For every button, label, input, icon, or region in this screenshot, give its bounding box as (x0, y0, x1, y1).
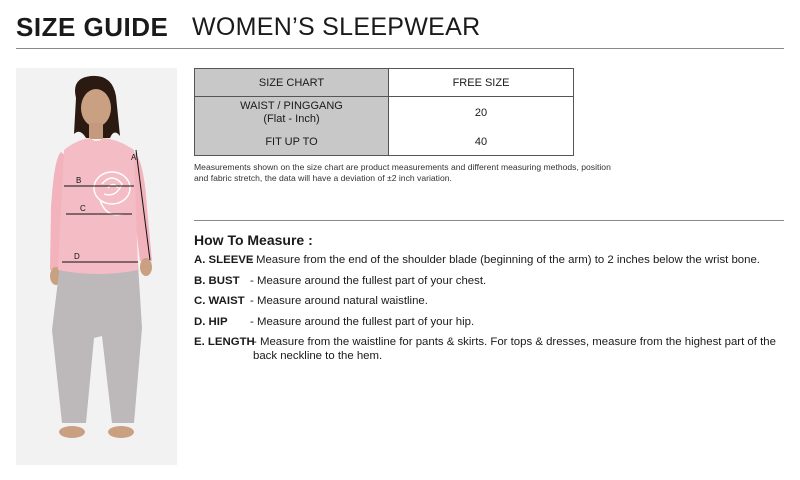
size-chart-table (194, 68, 574, 156)
waist-unit-label: (Flat - Inch) (263, 113, 320, 125)
table-row (195, 97, 574, 130)
list-item (194, 336, 790, 363)
waist-measure-desc: - Measure around natural waistline. (250, 295, 428, 307)
waist-value: 20 (389, 97, 574, 130)
hip-label: D. HIP (194, 315, 228, 328)
top-shape (58, 138, 138, 274)
free-size-header: FREE SIZE (389, 69, 574, 97)
list-item (194, 295, 790, 309)
fit-label: FIT UP TO (195, 129, 389, 156)
table-header-row (195, 69, 574, 97)
face-shape (81, 89, 111, 127)
bust-label: B. BUST (194, 274, 240, 287)
pants-shape (52, 264, 142, 423)
section-divider (194, 220, 784, 221)
marker-c: C (80, 204, 86, 213)
list-item (194, 275, 790, 289)
neck-shape (89, 123, 103, 139)
measurement-disclaimer: Measurements shown on the size chart are product measurements and different measuring methods, position and fabric stretch, the data will have a deviation of ±2 inch variation. (194, 162, 611, 183)
hip-desc: - Measure around the fullest part of your hip. (250, 315, 475, 328)
size-chart-header: SIZE CHART (195, 69, 389, 97)
sleeve-desc: - Measure from the end of the shoulder blade (beginning of the arm) to 2 inches below the wrist bone. (249, 254, 760, 266)
list-item (194, 254, 790, 268)
length-desc: - Measure from the waistline for pants & skirts. For tops & dresses, measure from the highest part of the back neckline to the hem. (253, 336, 776, 362)
page-title: SIZE GUIDE (16, 12, 169, 42)
length-label: E. LENGTH (194, 336, 255, 348)
how-to-measure-title: How To Measure : (194, 232, 313, 248)
right-foot-shape (108, 426, 134, 438)
right-hand-shape (140, 258, 152, 276)
page-subtitle: WOMEN’S SLEEPWEAR (192, 13, 481, 41)
fit-value: 40 (389, 129, 574, 156)
marker-a: A (131, 153, 137, 162)
waist-measure-label: C. WAIST (194, 295, 245, 307)
waist-label-cell (195, 97, 389, 130)
table-row (195, 129, 574, 156)
list-item (194, 316, 790, 330)
sleeve-label: A. SLEEVE (194, 254, 254, 266)
marker-d: D (74, 252, 80, 261)
how-to-measure-list (194, 254, 790, 363)
marker-b: B (76, 176, 82, 185)
left-foot-shape (59, 426, 85, 438)
header-divider (16, 48, 784, 49)
waist-label: WAIST / PINGGANG (240, 100, 343, 112)
model-illustration (16, 68, 177, 465)
bust-desc: - Measure around the fullest part of your chest. (250, 274, 487, 287)
model-photo (16, 68, 177, 465)
